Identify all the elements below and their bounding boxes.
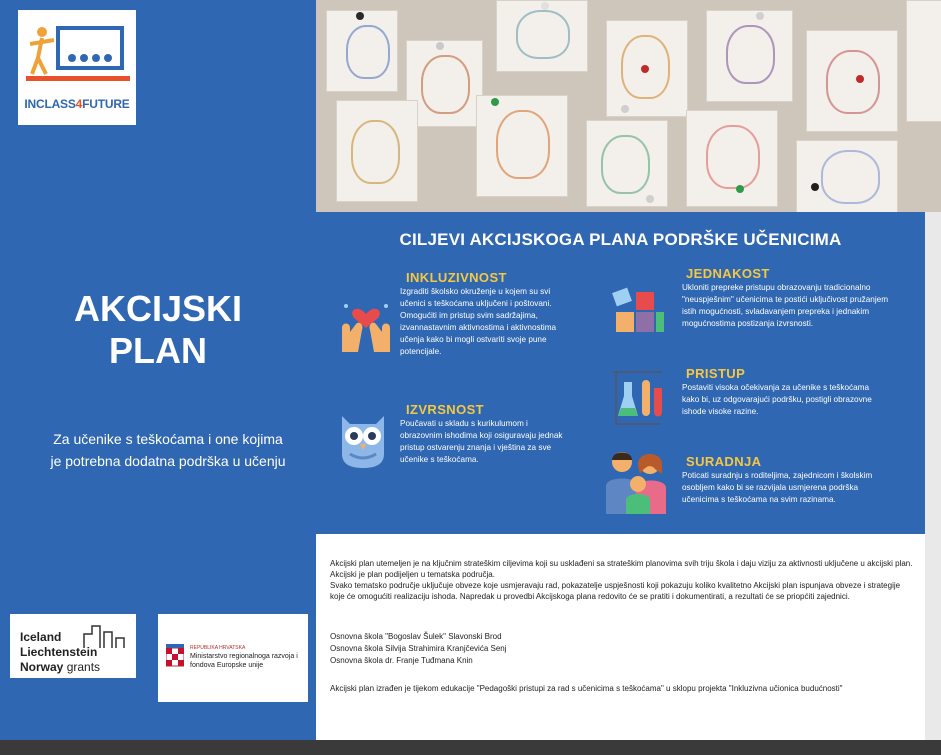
eea-grants-logo: [10, 614, 136, 678]
goal-jednakost-title: JEDNAKOST: [686, 266, 770, 281]
goal-pristup-title: PRISTUP: [686, 366, 746, 381]
logo-wordmark: INCLASS4FUTURE: [24, 97, 130, 111]
page-title: AKCIJSKI PLAN: [73, 288, 243, 371]
goals-heading: CILJEVI AKCIJSKOGA PLANA PODRŠKE UČENICIMA: [399, 230, 842, 249]
goal-pristup: [682, 366, 882, 418]
goal-jednakost: [682, 266, 892, 330]
grants-graphic-icon: [82, 624, 128, 650]
goal-izvrsnost-title: IZVRSNOST: [406, 402, 484, 417]
goal-izvrsnost: [400, 402, 568, 466]
ministry-name: Ministarstvo regionalnoga razvoja i fondova Europske unije: [190, 653, 298, 669]
family-icon: [604, 448, 670, 514]
description-paragraph-1: Akcijski plan utemeljen je na ključnim strateškim ciljevima koji su usklađeni sa strateškim planovima svih triju škola i daju viziju za aktivnosti uključene u akcijski plan. Akcijski je plan podijeljen u tematska područja.: [330, 559, 913, 579]
school-2: Osnovna škola Silvija Strahimira Kranjčevića Senj: [330, 644, 507, 653]
ministry-country: REPUBLIKA HRVATSKA: [190, 645, 246, 651]
goal-suradnja-text: Poticati suradnju s roditeljima, zajednicom i školskim osobljem kako bi se razvijala usmjerena podrška učenicima s teškoćama na svim razinama.: [682, 471, 873, 504]
goal-pristup-text: Postaviti visoka očekivanja za učenike s teškoćama kako bi, uz odgovarajući podršku, postigli obrazovne ishode visoke razine.: [682, 383, 872, 416]
school-3: Osnovna škola dr. Franje Tuđmana Knin: [330, 656, 473, 665]
page-subtitle: Za učenike s teškoćama i one kojima je potrebna dodatna podrška u učenju: [50, 431, 286, 469]
description-panel: [316, 534, 925, 740]
goal-inkluzivnost-title: INKLUZIVNOST: [406, 270, 507, 285]
lab-flasks-icon: [608, 368, 666, 428]
description-paragraph-2: Svako tematsko područje uključuje obveze koje usmjeravaju rad, pokazatelje uspješnosti koji pokazuju koliko kvalitetno Akcijski plan ispunjava obveze i strategije koje će omogućiti realizaciju ishoda. Napredak u provedbi Akcijskoga plana redovito će se pratiti i dokumentirati, a rezultati će se priopćiti zajednici.: [330, 581, 901, 601]
grants-wordmark: Iceland Liechtenstein Norway grants: [20, 630, 101, 674]
scrollbar[interactable]: [925, 212, 941, 740]
goals-panel: [316, 212, 925, 534]
owl-icon: [336, 408, 390, 470]
goal-suradnja-title: SURADNJA: [686, 454, 762, 469]
puzzle-icon: [610, 286, 666, 336]
goal-inkluzivnost: [400, 270, 568, 358]
hand-drawings-photo: [316, 0, 941, 212]
croatian-coat-of-arms-icon: [166, 644, 184, 670]
ministry-logo: [158, 614, 308, 702]
goal-suradnja: [682, 454, 894, 506]
school-1: Osnovna škola "Bogoslav Šulek" Slavonski Brod: [330, 632, 502, 641]
goal-izvrsnost-text: Poučavati u skladu s kurikulumom i obrazovnim ishodima koji osiguravaju jednak pristup ostvarenju znanja i vještina za sve učenike s teškoćama.: [400, 419, 563, 464]
goal-jednakost-text: Ukloniti prepreke pristupu obrazovanju tradicionalno "neuspješnim" učenicima te postići uključivost pružanjem istih mogućnosti, svladavanjem prepreka i jednakim mogućnostima postizanja izvrsnosti.: [682, 283, 889, 328]
heart-hands-icon: [336, 292, 396, 354]
inclass4future-logo: [18, 10, 136, 125]
goal-inkluzivnost-text: Izgraditi školsko okruženje u kojem su svi učenici s teškoćama uključeni i poštovani. Omogućiti im pristup svim sadržajima, izvannastavnim aktivnostima i aktivnostima učenja kako bi mogli ostvariti svoje pune potencijale.: [400, 287, 557, 356]
teacher-board-icon: [18, 10, 136, 100]
description-paragraph-3: Akcijski plan izrađen je tijekom edukacije "Pedagoški pristupi za rad s učenicima s teškoćama" u sklopu projekta "Inkluzivna učionica budućnosti": [330, 684, 843, 693]
left-panel: [0, 0, 316, 740]
